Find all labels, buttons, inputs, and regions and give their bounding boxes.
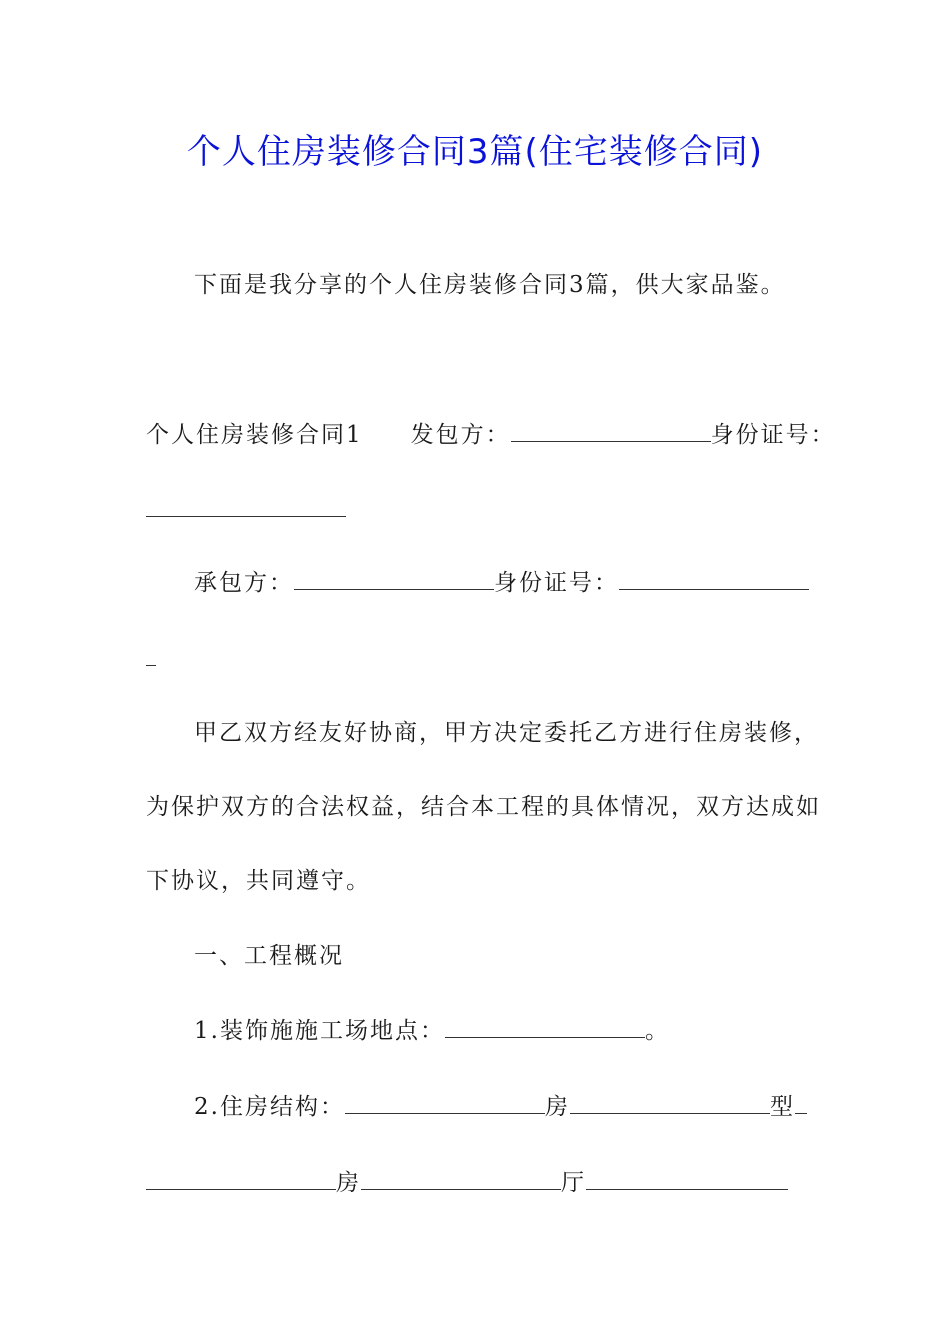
item-2-line-continued [146, 1166, 788, 1200]
party-b-line [194, 566, 809, 600]
item-2-room-2: 房 [336, 1170, 361, 1196]
item-2-blank-a [345, 1091, 545, 1114]
party-a-blank [511, 419, 711, 442]
item-2-blank-e [361, 1167, 561, 1190]
item-2-room: 房 [544, 1094, 570, 1120]
item-2-hall: 厅 [561, 1170, 586, 1196]
party-b-id-continued [146, 642, 156, 676]
item-2-line [194, 1090, 807, 1124]
party-b-id-blank [619, 567, 809, 590]
section-heading: 一、工程概况 [194, 943, 344, 969]
item-1-end: 。 [644, 1018, 670, 1044]
paragraph-line-2: 为保护双方的合法权益，结合本工程的具体情况，双方达成如 [146, 794, 821, 820]
item-2-label: 2.住房结构： [194, 1094, 345, 1120]
party-a-id-blank [146, 494, 346, 517]
party-a-label: 发包方： [410, 422, 511, 448]
id-blank-line [146, 493, 346, 527]
contract-heading: 个人住房装修合同1 [146, 422, 363, 448]
item-2-blank-b [570, 1091, 770, 1114]
intro-text: 下面是我分享的个人住房装修合同3篇，供大家品鉴。 [194, 272, 786, 298]
contract-header-line [146, 418, 836, 452]
item-2-blank-f [586, 1167, 788, 1190]
item-1-line [194, 1014, 670, 1048]
item-1-label: 1.装饰施施工场地点： [194, 1018, 445, 1044]
item-2-type: 型 [769, 1094, 795, 1120]
paragraph-line-1: 甲乙双方经友好协商，甲方决定委托乙方进行住房装修， [194, 720, 819, 746]
id-label-2: 身份证号： [494, 570, 619, 596]
item-2-blank-d [146, 1167, 336, 1190]
item-2-blank-c [795, 1091, 807, 1114]
item-1-blank [445, 1015, 645, 1038]
party-b-blank [294, 567, 494, 590]
document-title: 个人住房装修合同3篇(住宅装修合同) [186, 132, 764, 172]
id-label: 身份证号： [710, 422, 836, 448]
party-b-id-blank-end [146, 643, 156, 666]
paragraph-line-3: 下协议，共同遵守。 [146, 868, 371, 894]
party-b-label: 承包方： [194, 570, 294, 596]
